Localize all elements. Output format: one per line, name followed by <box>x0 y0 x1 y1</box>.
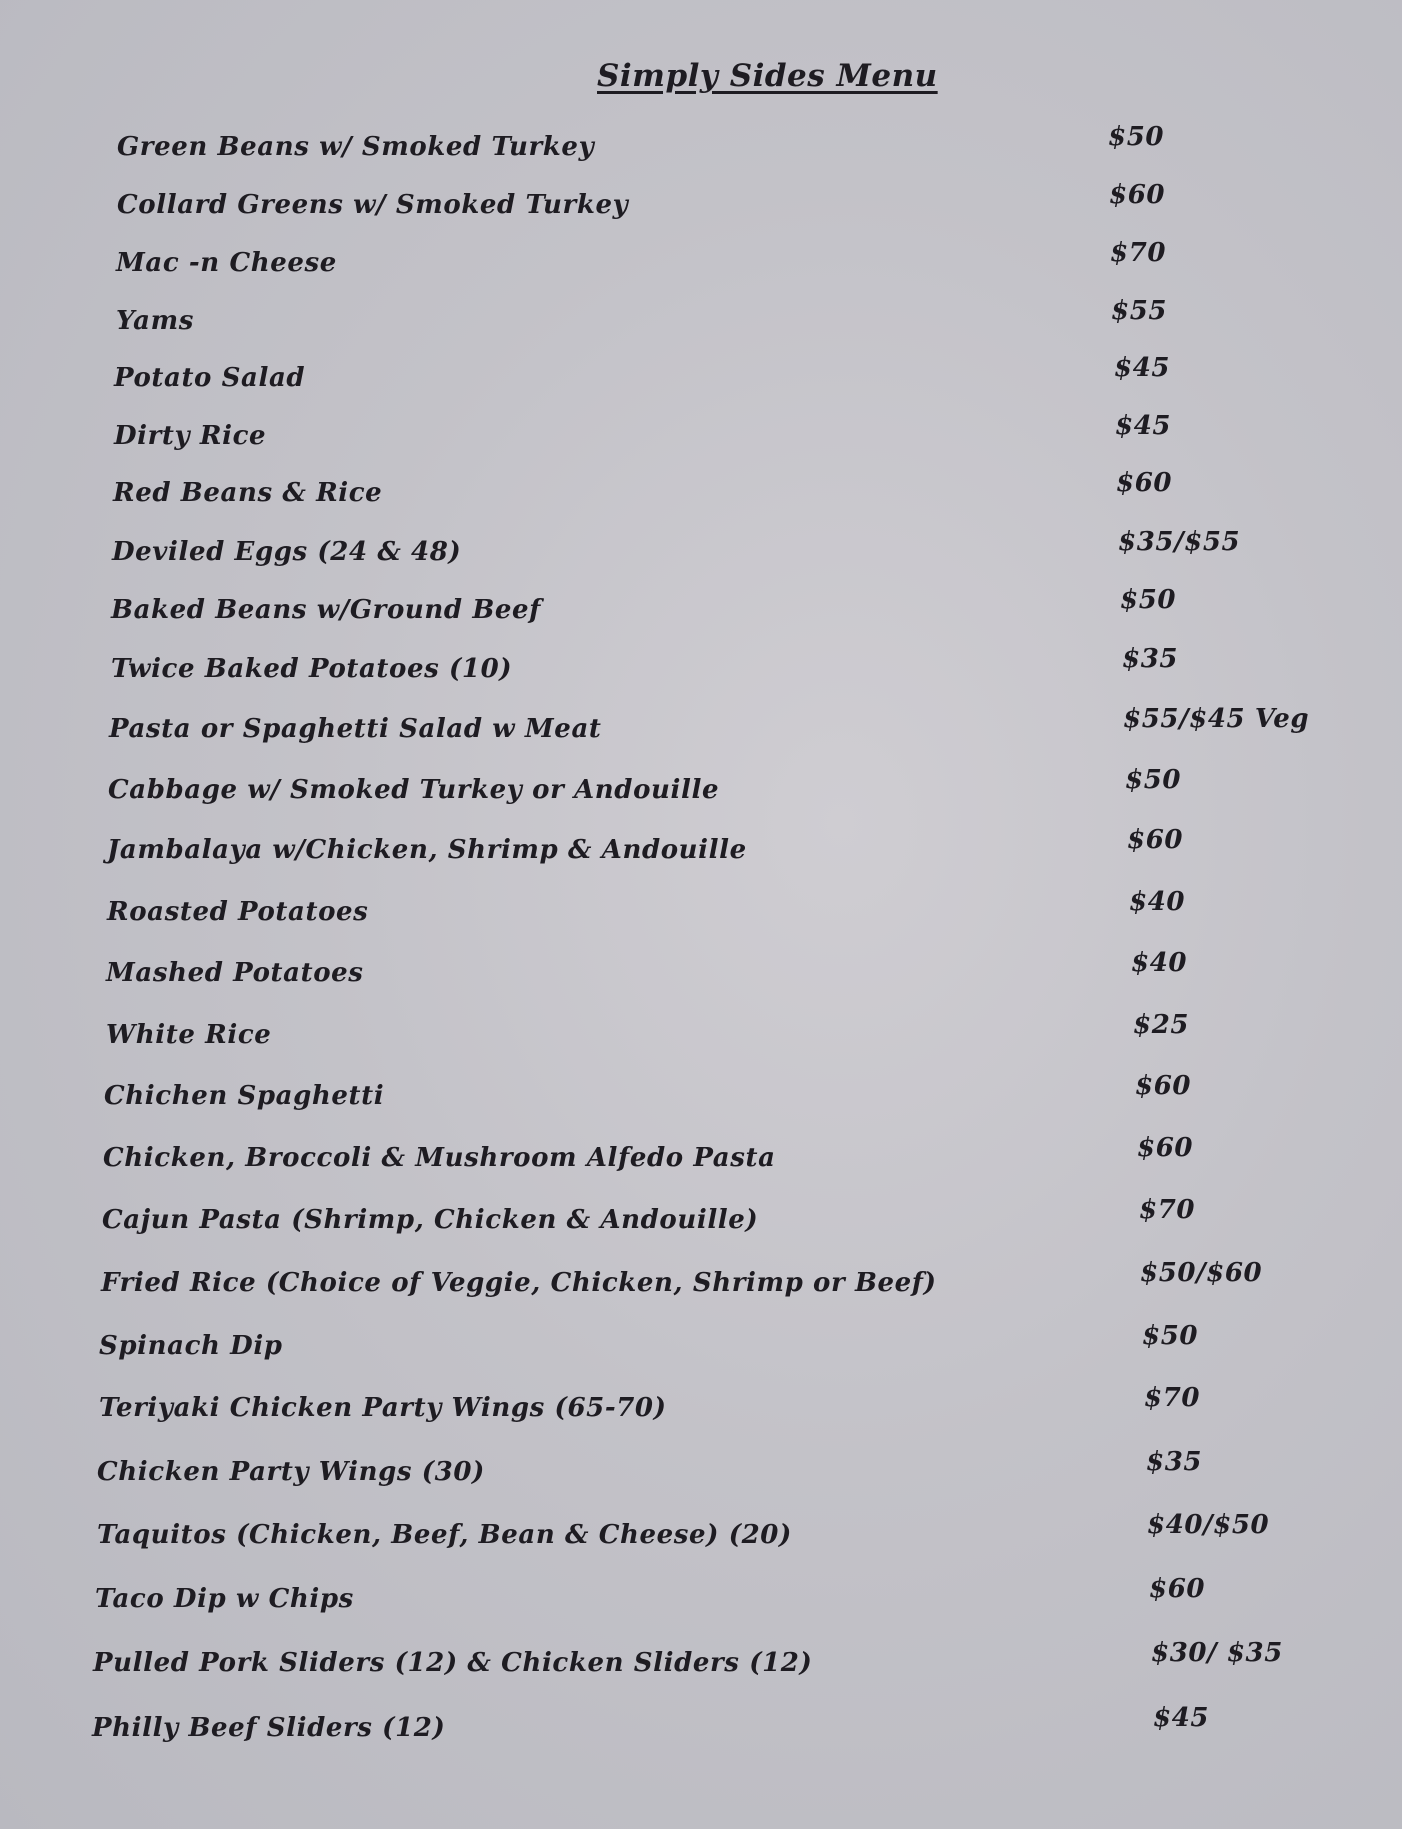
menu-item-name: Fried Rice (Choice of Veggie, Chicken, Shrimp or Beef) <box>101 1268 937 1298</box>
menu-item-name: Pulled Pork Sliders (12) & Chicken Sliders (12) <box>93 1648 813 1678</box>
menu-title: Simply Sides Menu <box>597 58 938 94</box>
menu-item-price: $60 <box>1149 1574 1206 1604</box>
menu-item-name: Philly Beef Sliders (12) <box>92 1713 446 1743</box>
menu-item-price: $60 <box>1137 1133 1194 1163</box>
menu-item-price: $25 <box>1133 1010 1190 1040</box>
menu-item-price: $35/$55 <box>1118 527 1241 557</box>
menu-item-price: $70 <box>1110 238 1167 268</box>
menu-item-row <box>0 238 1402 288</box>
menu-item-name: Teriyaki Chicken Party Wings (65-70) <box>99 1393 667 1423</box>
menu-item-name: Collard Greens w/ Smoked Turkey <box>117 190 629 220</box>
menu-item-name: Taquitos (Chicken, Beef, Bean & Cheese) (20) <box>97 1520 792 1550</box>
menu-item-price: $50 <box>1125 765 1182 795</box>
menu-item-row <box>0 1638 1402 1688</box>
menu-item-price: $60 <box>1109 180 1166 210</box>
menu-item-row <box>0 644 1402 694</box>
menu-item-row <box>0 1010 1402 1060</box>
menu-item-name: Baked Beans w/Ground Beef <box>111 595 541 625</box>
menu-item-price: $40 <box>1129 887 1186 917</box>
menu-item-price: $50 <box>1108 122 1165 152</box>
menu-item-name: Mac -n Cheese <box>116 248 337 278</box>
menu-item-price: $60 <box>1135 1071 1192 1101</box>
menu-item-price: $30/ $35 <box>1151 1638 1283 1668</box>
menu-item-row <box>0 353 1402 403</box>
menu-item-price: $60 <box>1127 825 1184 855</box>
menu-item-row <box>0 1195 1402 1245</box>
menu-item-row <box>0 948 1402 998</box>
menu-item-name: Taco Dip w Chips <box>95 1584 354 1614</box>
menu-item-name: Red Beans & Rice <box>113 478 383 508</box>
menu-item-row <box>0 1071 1402 1121</box>
menu-item-name: Deviled Eggs (24 & 48) <box>112 537 462 567</box>
menu-item-name: White Rice <box>106 1020 272 1050</box>
menu-item-price: $40/$50 <box>1147 1510 1270 1540</box>
menu-item-row <box>0 704 1402 754</box>
menu-item-name: Chicken Party Wings (30) <box>97 1457 485 1487</box>
menu-item-row <box>0 1447 1402 1497</box>
menu-item-price: $60 <box>1116 468 1173 498</box>
menu-item-price: $45 <box>1114 353 1171 383</box>
menu-item-row <box>0 1321 1402 1371</box>
menu-item-row <box>0 527 1402 577</box>
menu-item-name: Pasta or Spaghetti Salad w Meat <box>109 714 602 744</box>
menu-item-row <box>0 825 1402 875</box>
menu-item-name: Roasted Potatoes <box>107 897 369 927</box>
menu-item-row <box>0 1133 1402 1183</box>
menu-item-row <box>0 411 1402 461</box>
menu-item-row <box>0 887 1402 937</box>
menu-item-row <box>0 1574 1402 1624</box>
menu-item-name: Dirty Rice <box>114 421 267 451</box>
menu-item-name: Mashed Potatoes <box>106 958 364 988</box>
menu-item-row <box>0 122 1402 172</box>
menu-item-row <box>0 1258 1402 1308</box>
menu-item-row <box>0 1510 1402 1560</box>
menu-item-name: Potato Salad <box>114 363 306 393</box>
menu-item-name: Cajun Pasta (Shrimp, Chicken & Andouille) <box>102 1205 759 1235</box>
menu-item-price: $70 <box>1139 1195 1196 1225</box>
menu-item-row <box>0 1383 1402 1433</box>
menu-item-price: $50 <box>1120 585 1177 615</box>
menu-item-name: Chichen Spaghetti <box>104 1081 385 1111</box>
menu-item-price: $45 <box>1153 1703 1210 1733</box>
menu-item-price: $40 <box>1131 948 1188 978</box>
menu-item-price: $55/$45 Veg <box>1123 704 1310 734</box>
menu-item-name: Chicken, Broccoli & Mushroom Alfedo Pasta <box>103 1143 776 1173</box>
menu-item-name: Jambalaya w/Chicken, Shrimp & Andouille <box>107 835 747 865</box>
menu-item-name: Twice Baked Potatoes (10) <box>111 654 513 684</box>
menu-item-row <box>0 180 1402 230</box>
menu-item-row <box>0 765 1402 815</box>
menu-item-price: $55 <box>1111 296 1168 326</box>
menu-item-name: Cabbage w/ Smoked Turkey or Andouille <box>108 775 720 805</box>
menu-item-row <box>0 585 1402 635</box>
menu-item-price: $45 <box>1115 411 1172 441</box>
menu-item-row <box>0 468 1402 518</box>
menu-item-name: Yams <box>116 306 194 336</box>
menu-item-row <box>0 296 1402 346</box>
menu-item-price: $35 <box>1122 644 1179 674</box>
menu-item-row <box>0 1703 1402 1753</box>
menu-item-price: $50 <box>1142 1321 1199 1351</box>
menu-item-name: Spinach Dip <box>99 1331 283 1361</box>
menu-item-price: $70 <box>1144 1383 1201 1413</box>
menu-item-price: $50/$60 <box>1140 1258 1263 1288</box>
menu-item-price: $35 <box>1146 1447 1203 1477</box>
menu-item-name: Green Beans w/ Smoked Turkey <box>117 132 595 162</box>
